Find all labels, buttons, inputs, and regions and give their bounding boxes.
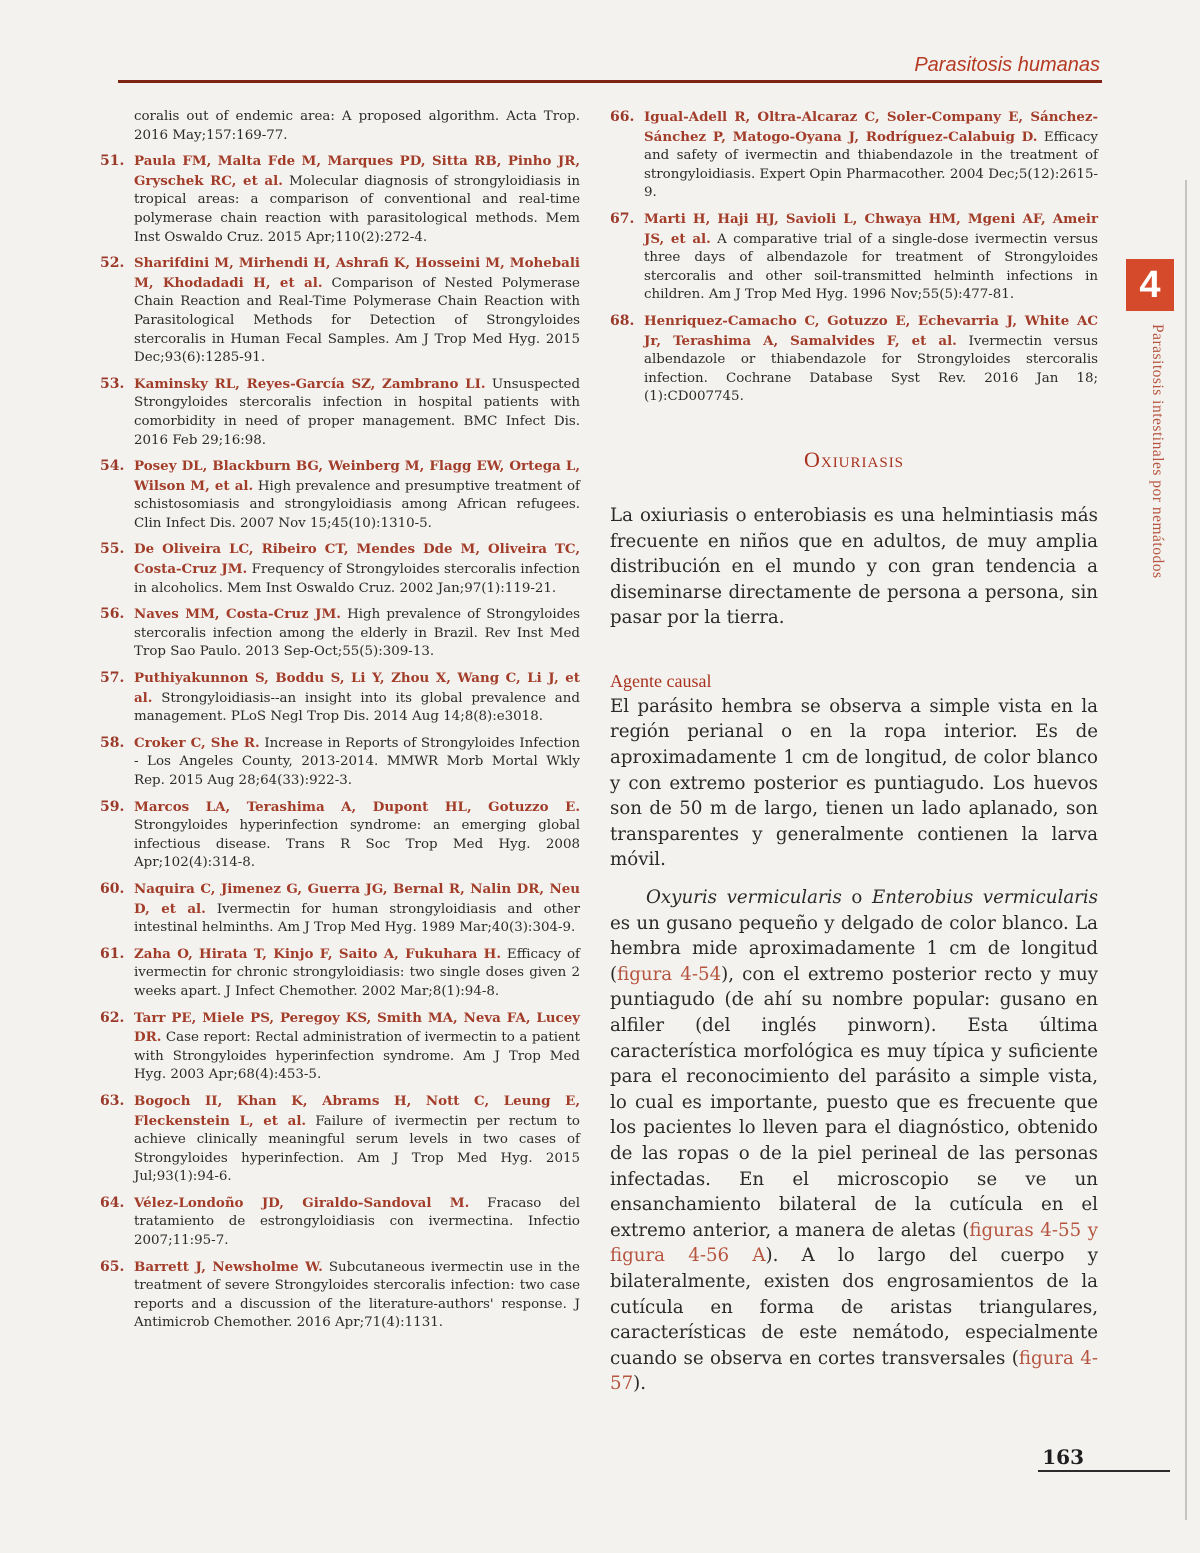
right-column: [610, 108, 1098, 1397]
reference-item: 51. Paula FM, Malta Fde M, Marques PD, Sitta RB, Pinho JR, Gryschek RC, et al. Molecular diagnosis of strongyloidiasis in tropical areas: a comparison of conventional and real-time polymerase chain reaction with parasitological methods. Mem Inst Oswaldo Cruz. 2015 Apr;110(2):272-4.: [100, 153, 581, 245]
figure-link[interactable]: figuras 4-55 y figura 4-56 A: [610, 1219, 1099, 1267]
reference-item: 57. Puthiyakunnon S, Boddu S, Li Y, Zhou X, Wang C, Li J, et al. Strongyloidiasis--an insight into its global prevalence and management. PLoS Negl Trop Dis. 2014 Aug 14;8(8):e3018.: [100, 670, 580, 725]
reference-item: 55. De Oliveira LC, Ribeiro CT, Mendes Dde M, Oliveira TC, Costa-Cruz JM. Frequency of Strongyloides stercoralis infection in alcoholics. Mem Inst Oswaldo Cruz. 2002 Jan;97(1):119-21.: [100, 541, 580, 596]
reference-item: 64. Vélez-Londoño JD, Giraldo-Sandoval M. Fracaso del tratamiento de estrongyloidiasis con ivermectina. Infectio 2007;11:95-7.: [100, 1194, 580, 1249]
description-paragraph: Oxyuris vermicularis o Enterobius vermicularis es un gusano pequeño y delgado de color blanco. La hembra mide aproximadamente 1 cm de longitud (figura 4-54), con el extremo posterior recto y muy puntiagudo (de ahí su nombre popular: gusano en alfiler (del inglés pinworn). Esta última característica morfológica es muy típica y suficiente para el reconocimiento del parásito a simple vista, lo cual es importante, puesto que es frecuente que los pacientes lo lleven para el diagnóstico, obtenido de las ropas o de la piel perineal de las personas infectadas. En el microscopio se ve un ensanchamiento bilateral de la cutícula en el extremo anterior, a manera de aletas (figuras 4-55 y figura 4-56 A). A lo largo del cuerpo y bilateralmente, existen dos engrosamientos de la cutícula en forma de aristas triangulares, características de este nemátodo, especialmente cuando se observa en cortes transversales (figura 4-57).: [610, 887, 1099, 1395]
chapter-side-label: Parasitosis intestinales por nemátodos: [1149, 324, 1166, 579]
running-header: Parasitosis humanas: [914, 54, 1100, 76]
header-rule: [118, 80, 1102, 83]
section-title: Oxiuriasis: [803, 446, 905, 472]
reference-item: 61. Zaha O, Hirata T, Kinjo F, Saito A, Fukuhara H. Efficacy of ivermectin for chronic strongyloidiasis: two single doses given 2 weeks apart. J Infect Chemother. 2002 Mar;8(1):94-8.: [100, 945, 580, 999]
references-left-column: [100, 108, 580, 1340]
chapter-number-tab: 4: [1126, 259, 1174, 311]
reference-item: 52. Sharifdini M, Mirhendi H, Ashrafi K, Hosseini M, Mohebali M, Khodadadi H, et al. Comparison of Nested Polymerase Chain Reaction and Real-Time Polymerase Chain Reaction with Parasitological Methods for Detection of Strongyloides stercoralis in Human Fecal Samples. Am J Trop Med Hyg. 2015 Dec;93(6):1285-91.: [100, 255, 580, 366]
reference-item: 59. Marcos LA, Terashima A, Dupont HL, Gotuzzo E. Strongyloides hyperinfection syndrome: an emerging global infectious disease. Trans R Soc Trop Med Hyg. 2008 Apr;102(4):314-8.: [100, 798, 580, 871]
genus-name: Enterobius vermicularis: [871, 887, 1099, 909]
reference-item: 63. Bogoch II, Khan K, Abrams H, Nott C, Leung E, Fleckenstein L, et al. Failure of ivermectin per rectum to achieve clinically meaningful serum levels in two cases of Strongyloides hyperinfection. Am J Trop Med Hyg. 2015 Jul;93(1):94-6.: [100, 1092, 580, 1185]
reference-item: 68. Henriquez-Camacho C, Gotuzzo E, Echevarria J, White AC Jr, Terashima A, Samalvides F, et al. Ivermectin versus albendazole or thiabendazole for Strongyloides stercoralis infection. Cochrane Database Syst Rev. 2016 Jan 18;(1):CD007745.: [610, 312, 1098, 405]
reference-item: 56. Naves MM, Costa-Cruz JM. High prevalence of Strongyloides stercoralis infection among the elderly in Brazil. Rev Inst Med Trop Sao Paulo. 2013 Sep-Oct;55(5):309-13.: [100, 606, 581, 660]
reference-item: 60. Naquira C, Jimenez G, Guerra JG, Bernal R, Nalin DR, Neu D, et al. Ivermectin for human strongyloidiasis and other intestinal helminths. Am J Trop Med Hyg. 1989 Mar;40(3):304-9.: [100, 880, 580, 936]
reference-item: 58. Croker C, She R. Increase in Reports of Strongyloides Infection - Los Angeles County, 2013-2014. MMWR Morb Mortal Wkly Rep. 2015 Aug 28;64(33):922-3.: [100, 734, 580, 788]
figure-link[interactable]: figura 4-54: [617, 963, 722, 985]
subheading: Agente causal: [610, 670, 712, 691]
reference-item: 53. Kaminsky RL, Reyes-García SZ, Zambrano LI. Unsuspected Strongyloides stercoralis infection in hospital patients with comorbidity in need of proper management. BMC Infect Dis. 2016 Feb 29;16:98.: [100, 375, 581, 448]
page-number-rule: [1038, 1470, 1170, 1472]
reference-item: 65. Barrett J, Newsholme W. Subcutaneous ivermectin use in the treatment of severe Strongyloides stercoralis infection: two case reports and a discussion of the literature-authors' response. J Antimicrob Chemother. 2016 Apr;71(4):1131.: [100, 1258, 580, 1331]
page-number: 163: [1042, 1445, 1084, 1469]
intro-paragraph: La oxiuriasis o enterobiasis es una helmintiasis más frecuente en niños que en adultos, de muy amplia distribución en el mundo y con gran tendencia a diseminarse directamente de persona a persona, sin pasar por la tierra.: [610, 504, 1098, 629]
reference-item: 62. Tarr PE, Miele PS, Peregoy KS, Smith MA, Neva FA, Lucey DR. Case report: Rectal administration of ivermectin to a patient with Strongyloides hyperinfection syndrome. Am J Trop Med Hyg. 2003 Apr;68(4):453-5.: [100, 1009, 580, 1083]
genus-name: Oxyuris vermicularis: [646, 887, 842, 909]
figure-link[interactable]: figura 4-57: [610, 1347, 1098, 1395]
reference-item: coralis out of endemic area: A proposed algorithm. Acta Trop. 2016 May;157:169-77.: [134, 109, 580, 143]
causal-agent-paragraph: El parásito hembra se observa a simple vista en la región perianal o en la ropa interior. Es de aproximadamente 1 cm de longitud, de color blanco y con extremo posterior es puntiagudo. Los huevos son de 50 m de largo, tienen un lado aplanado, son transparentes y generalmente contienen la larva móvil.: [610, 695, 1098, 871]
reference-item: 67. Marti H, Haji HJ, Savioli L, Chwaya HM, Mgeni AF, Ameir JS, et al. A comparative trial of a single-dose ivermectin versus three days of albendazole for treatment of Strongyloides stercoralis and other soil-transmitted helminth infections in children. Am J Trop Med Hyg. 1996 Nov;55(5):477-81.: [610, 210, 1098, 303]
reference-item: 66. Igual-Adell R, Oltra-Alcaraz C, Soler-Company E, Sánchez-Sánchez P, Matogo-Oyana J, Rodríguez-Calabuig D. Efficacy and safety of ivermectin and thiabendazole in the treatment of strongyloidiasis. Expert Opin Pharmacother. 2004 Dec;5(12):2615-9.: [610, 109, 1098, 201]
reference-item: 54. Posey DL, Blackburn BG, Weinberg M, Flagg EW, Ortega L, Wilson M, et al. High prevalence and presumptive treatment of schistosomiasis and strongyloidiasis among African refugees. Clin Infect Dis. 2007 Nov 15;45(10):1310-5.: [100, 458, 580, 531]
side-edge-line: [1185, 180, 1187, 1520]
